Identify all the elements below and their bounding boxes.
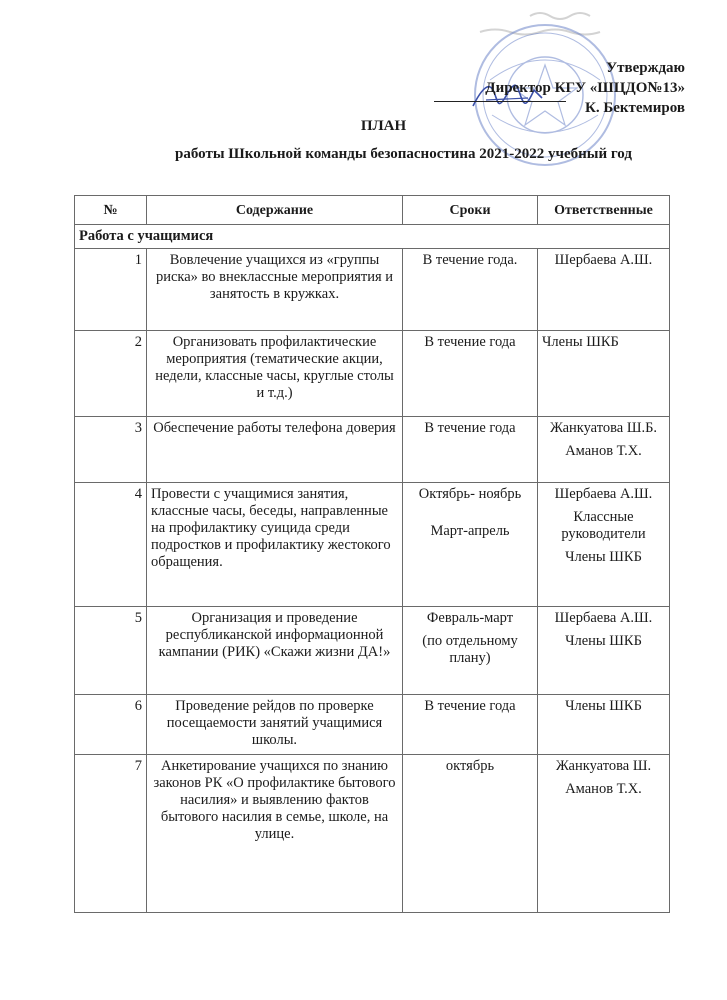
signature-line [434,101,566,102]
responsible-person: Шербаева А.Ш. [554,252,653,268]
responsible-person: Жанкуатова Ш.Б. [549,420,658,436]
row-content: Вовлечение учащихся из «группы риска» во внеклассные мероприятия и занятость в кружках. [147,249,403,331]
term-period-1: Февраль-март [426,610,514,626]
header-terms: Сроки [403,196,538,225]
row-content: Организация и проведение республиканской информационной кампании (РИК) «Скажи жизни ДА!» [147,607,403,695]
row-term: В течение года [403,417,538,483]
row-content: Анкетирование учащихся по знанию законов РК «О профилактике бытового насилия» и выявлению фактов бытового насилия в семье, школе, на улице. [147,755,403,913]
approval-block [485,58,685,118]
document-subtitle: работы Школьной команды безопасностина 2021-2022 учебный год [175,146,632,162]
table-row [75,249,670,331]
approval-line-1: Утверждаю [606,60,685,76]
term-period-2: Март-апрель [430,523,510,539]
responsible-person: Жанкуатова Ш. [555,758,652,774]
row-responsible [538,695,670,755]
table-row [75,695,670,755]
responsible-person: Члены ШКБ [565,698,642,714]
row-responsible [538,331,670,417]
row-number: 4 [75,483,147,607]
row-number: 7 [75,755,147,913]
row-term: В течение года [403,695,538,755]
document-title: ПЛАН [360,118,407,134]
row-content: Обеспечение работы телефона доверия [147,417,403,483]
responsible-person: Шербаева А.Ш. [554,486,653,502]
row-term: В течение года [403,331,538,417]
row-number: 3 [75,417,147,483]
row-content: Организовать профилактические мероприятия (тематические акции, недели, классные часы, круглые столы и т.д.) [147,331,403,417]
table-header-row [75,196,670,225]
row-term [403,607,538,695]
responsible-person: Члены ШКБ [565,549,642,565]
responsible-person: Члены ШКБ [565,633,642,649]
table-row [75,331,670,417]
responsible-person: Шербаева А.Ш. [554,610,653,626]
row-responsible [538,607,670,695]
plan-table [74,195,670,913]
row-number: 1 [75,249,147,331]
header-responsible: Ответственные [538,196,670,225]
header-number: № [75,196,147,225]
header-content: Содержание [147,196,403,225]
row-term [403,483,538,607]
section-row [75,225,670,249]
row-content: Провести с учащимися занятия, классные часы, беседы, направленные на профилактику суицида среди подростков и профилактику жестокого обращения. [147,483,403,607]
approval-line-3: К. Бектемиров [584,100,685,116]
row-term: В течение года. [403,249,538,331]
row-number: 5 [75,607,147,695]
table-row [75,417,670,483]
row-responsible [538,249,670,331]
row-responsible [538,755,670,913]
row-responsible [538,483,670,607]
row-number: 2 [75,331,147,417]
term-period-2: (по отдельному плану) [422,633,518,666]
table-row [75,755,670,913]
row-term: октябрь [403,755,538,913]
row-number: 6 [75,695,147,755]
table-row [75,483,670,607]
responsible-person: Классные руководители [561,509,646,542]
row-responsible [538,417,670,483]
row-content: Проведение рейдов по проверке посещаемости занятий учащимися школы. [147,695,403,755]
responsible-person: Аманов Т.Х. [565,781,642,797]
approval-line-2: Директор КГУ «ШЦДО№13» [485,80,685,96]
responsible-person: Члены ШКБ [542,334,619,350]
responsible-person: Аманов Т.Х. [565,443,642,459]
table-row [75,607,670,695]
section-title: Работа с учащимися [75,225,670,249]
term-period-1: Октябрь- ноябрь [418,486,522,502]
